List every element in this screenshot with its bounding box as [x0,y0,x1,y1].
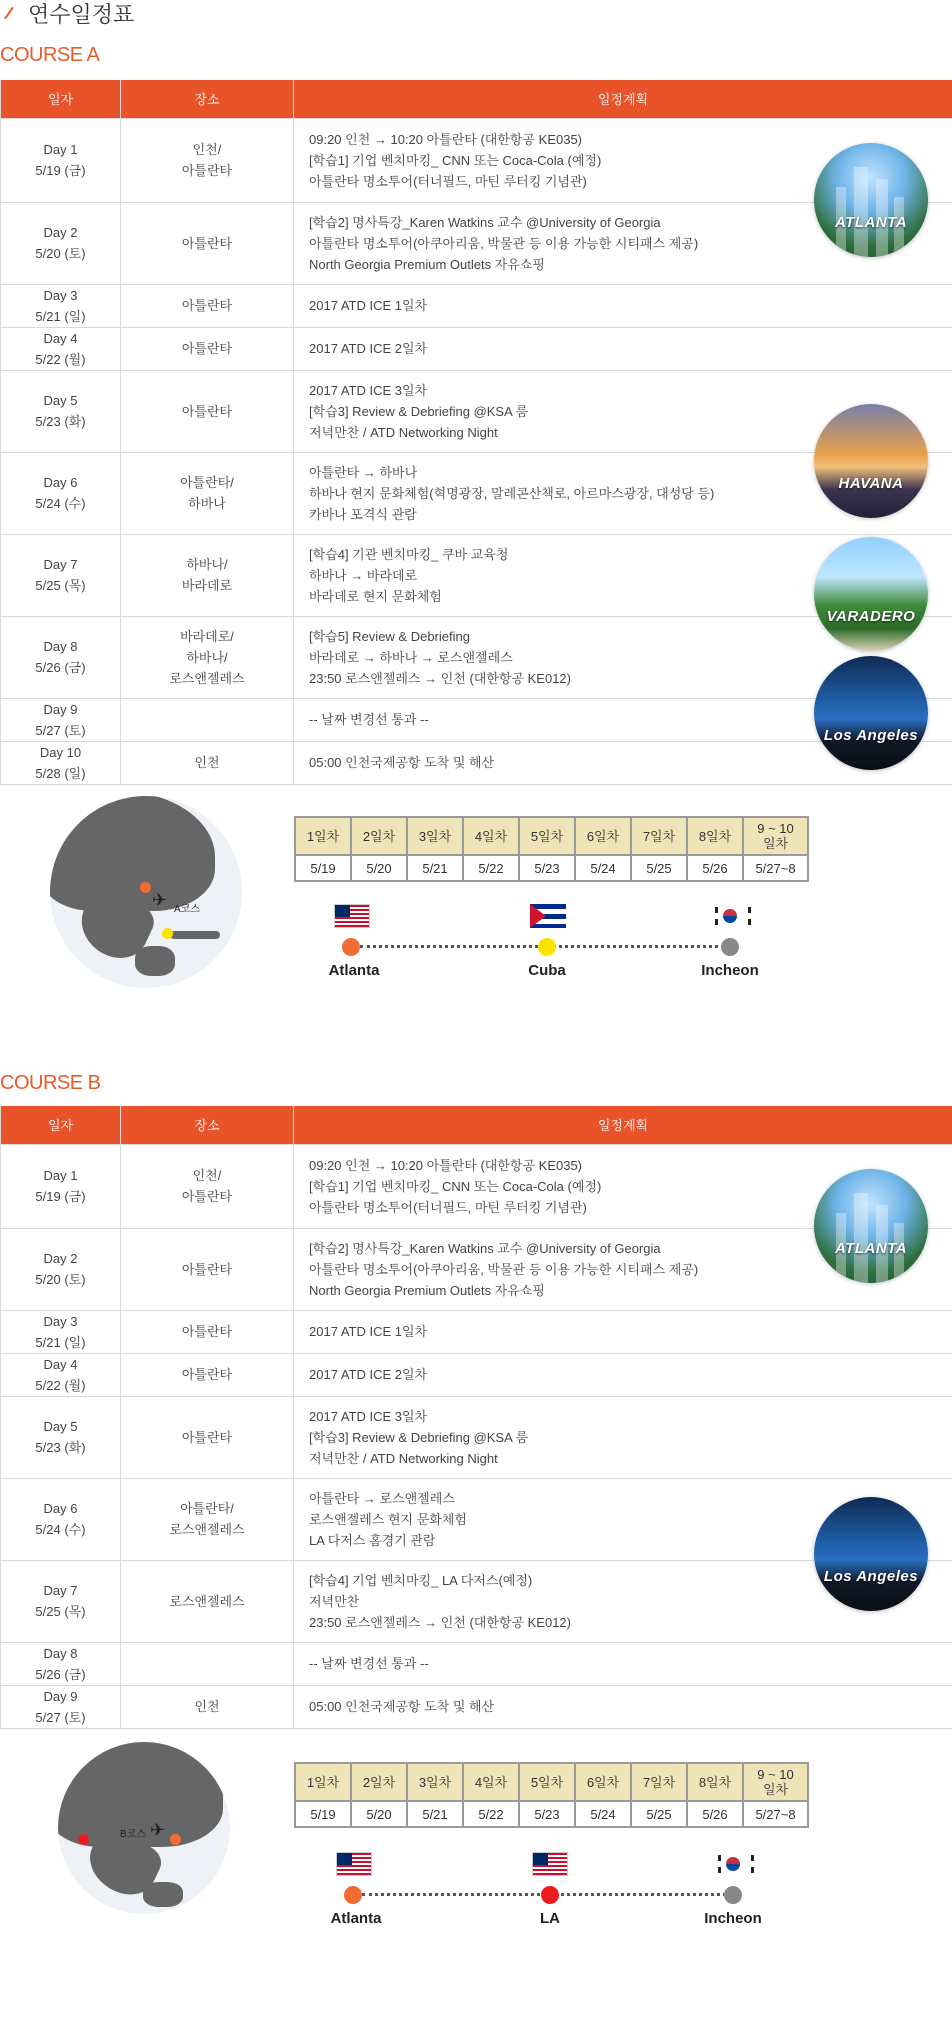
day-number-text: 2일차 [362,1774,396,1790]
header-place: 장소 [121,80,294,118]
schedule-row [1,1685,952,1728]
plan-cell-text: 2017 ATD ICE 2일차 [309,1367,428,1382]
date-text: 5/27~8 [755,860,796,876]
day-number-cell [743,1763,808,1801]
day-number-text: 6일차 [586,828,620,844]
schedule-header-row [1,1106,952,1144]
schedule-row [1,452,952,534]
plan-cell-text: [학습4] 기관 벤치마킹_ 쿠바 교육청 하바나 → 바라데로 바라데로 현지 문화체험 [309,546,509,604]
date-cell [687,855,743,881]
day-number-text: 5일차 [530,1774,564,1790]
schedule-row [1,202,952,284]
date-text: 5/23 [534,1806,560,1822]
los-angeles-photo [814,656,928,770]
day-number-text: 5일차 [530,828,564,844]
day-number-cell [519,1763,575,1801]
varadero-photo [814,537,928,651]
route-label-incheon: Incheon [704,1910,762,1927]
plan-cell-text: [학습2] 명사특강_Karen Watkins 교수 @University of Georgia 아틀란타 명소투어(아쿠아리움, 박물관 등 이용 가능한 시티패스 제공) North Georgia Premium Outlets 자유쇼핑 [309,1240,699,1298]
date-row [295,855,808,881]
plan-cell-text: 2017 ATD ICE 3일차 [학습3] Review & Debriefing @KSA 룸 저녁만찬 / ATD Networking Night [309,1408,529,1466]
schedule-row [1,118,952,202]
course-b-map-label: B코스 [120,1829,146,1840]
day-cell-text: Day 3 5/21 (일) [35,287,86,324]
day-cell-text: Day 3 5/21 (일) [35,1313,86,1350]
plan-cell-text: 2017 ATD ICE 1일차 [309,1324,428,1339]
route-label-cuba: Cuba [528,962,566,979]
day-cell [1,741,121,784]
header-plan: 일정계획 [294,1106,952,1144]
schedule-row [1,1396,952,1478]
day-number-text: 4일차 [474,828,508,844]
day-number-row [295,1763,808,1801]
route-label-la: LA [540,1910,560,1927]
day-cell [1,1478,121,1560]
day-cell-text: Day 5 5/23 (화) [35,1419,86,1455]
day-cell-text: Day 1 5/19 (금) [35,142,86,178]
atlanta-node [344,1886,362,1904]
place-cell-text: 아틀란타 [181,1324,233,1339]
day-cell-text: Day 9 5/27 (토) [35,701,86,738]
day-cell [1,1560,121,1642]
day-number-cell [575,1763,631,1801]
day-cell [1,1144,121,1228]
us-flag-icon [334,904,370,928]
place-cell [121,452,294,534]
plan-cell-text: -- 날짜 변경선 통과 -- [309,712,429,727]
airplane-icon: ✈ [150,1820,166,1840]
day-cell [1,1228,121,1310]
plan-cell-text: 2017 ATD ICE 3일차 [학습3] Review & Debriefing @KSA 룸 저녁만찬 / ATD Networking Night [309,382,529,440]
place-cell-text: 아틀란타 [181,341,233,356]
place-cell [121,284,294,327]
schedule-row [1,1144,952,1228]
day-cell-text: Day 10 5/28 (일) [35,744,86,781]
plan-cell-text: [학습5] Review & Debriefing 바라데로 → 하바나 → 로스앤젤레스 23:50 로스앤젤레스 → 인천 (대한항공 KE012) [309,628,571,686]
date-text: 5/27~8 [755,1806,796,1822]
date-cell [519,1801,575,1827]
day-number-text: 3일차 [418,1774,452,1790]
place-cell [121,327,294,370]
plan-cell-text: 09:20 인천 → 10:20 아틀란타 (대한항공 KE035) [학습1] 기업 벤치마킹_ CNN 또는 Coca-Cola (예정) 아틀란타 명소투어(터너필드, 마틴 루터킹 기념관) [309,131,602,189]
day-number-cell [631,817,687,855]
place-cell [121,698,294,741]
date-text: 5/23 [534,860,560,876]
day-number-text: 8일차 [698,828,732,844]
date-cell [575,855,631,881]
date-cell [743,1801,808,1827]
schedule-row [1,741,952,784]
date-cell [743,855,808,881]
place-cell [121,616,294,698]
header-day: 일자 [1,80,121,118]
day-number-cell [407,1763,463,1801]
day-cell [1,118,121,202]
place-cell-text: 인천/ 아틀란타 [181,1168,233,1204]
plan-cell [294,1353,952,1396]
la-node [541,1886,559,1904]
schedule-row [1,284,952,327]
day-cell-text: Day 2 5/20 (토) [35,1251,86,1287]
day-cell [1,1685,121,1728]
header-plan: 일정계획 [294,80,952,118]
schedule-row [1,1310,952,1353]
plan-cell [294,1310,952,1353]
plan-cell-text: 05:00 인천국제공항 도착 및 해산 [309,755,495,770]
date-cell [295,855,351,881]
plan-cell-text: [학습4] 기업 벤치마킹_ LA 다저스(예정) 저녁만찬 23:50 로스앤젤레스 → 인천 (대한항공 KE012) [309,1572,571,1630]
course-b-route-map [58,1742,230,1914]
los-angeles-photo [814,1497,928,1611]
atlanta-photo [814,143,928,257]
date-cell [351,1801,407,1827]
day-number-row [295,817,808,855]
place-cell-text: 바라데로/ 하바나/ 로스앤젤레스 [169,628,245,686]
plan-cell-text: 아틀란타 → 로스앤젤레스 로스앤젤레스 현지 문화체험 LA 다저스 홈경기 관람 [309,1490,467,1548]
cuba-flag-icon [530,904,566,928]
day-cell [1,284,121,327]
los-angeles-photo-caption: Los Angeles [823,727,919,744]
place-cell [121,1396,294,1478]
place-cell [121,1685,294,1728]
day-cell-text: Day 2 5/20 (토) [35,225,86,261]
place-cell [121,370,294,452]
place-cell-text: 아틀란타 [181,1261,233,1277]
varadero-photo-caption: VARADERO [826,608,916,625]
los-angeles-photo-caption: Los Angeles [823,1568,919,1585]
cuba-node [538,938,556,956]
schedule-row [1,370,952,452]
day-cell [1,327,121,370]
date-cell [351,855,407,881]
day-cell-text: Day 8 5/26 (금) [35,1645,86,1682]
course-a-route [300,904,800,994]
atlanta-photo-caption: ATLANTA [834,1240,908,1257]
plan-cell [294,284,952,327]
place-cell [121,1353,294,1396]
korea-flag-icon [715,1852,751,1876]
day-cell [1,1396,121,1478]
date-cell [631,855,687,881]
date-cell [463,1801,519,1827]
day-cell [1,202,121,284]
date-text: 5/19 [310,1806,336,1822]
day-number-text: 8일차 [698,1774,732,1790]
date-text: 5/25 [646,1806,672,1822]
course-b-route [300,1852,800,1942]
incheon-node [724,1886,742,1904]
plan-cell-text: 05:00 인천국제공항 도착 및 해산 [309,1699,495,1714]
schedule-row [1,1478,952,1560]
day-cell [1,370,121,452]
course-b-schedule-table [0,1106,952,1729]
date-text: 5/24 [590,860,616,876]
date-text: 5/20 [366,860,392,876]
day-number-cell [687,817,743,855]
plan-cell [294,1396,952,1478]
date-text: 5/22 [478,1806,504,1822]
plan-cell-text: -- 날짜 변경선 통과 -- [309,1656,429,1671]
place-cell [121,1310,294,1353]
schedule-row [1,698,952,741]
place-cell [121,1642,294,1685]
place-cell-text: 아틀란타 [181,298,233,313]
place-cell-text: 아틀란타/ 로스앤젤레스 [169,1501,245,1537]
day-cell-text: Day 7 5/25 (목) [35,1583,86,1619]
plan-cell-text: 2017 ATD ICE 2일차 [309,341,428,356]
day-cell-text: Day 6 5/24 (수) [35,475,86,511]
cuba-map-marker [162,928,173,939]
date-cell [631,1801,687,1827]
airplane-icon: ✈ [152,890,168,910]
plan-cell-text: [학습2] 명사특강_Karen Watkins 교수 @University of Georgia 아틀란타 명소투어(아쿠아리움, 박물관 등 이용 가능한 시티패스 제공) North Georgia Premium Outlets 자유쇼핑 [309,214,699,272]
place-cell [121,1144,294,1228]
day-number-cell [407,817,463,855]
day-cell [1,1353,121,1396]
course-a-map-label: A코스 [174,904,200,915]
course-a-title: COURSE A [0,44,100,66]
date-text: 5/20 [366,1806,392,1822]
route-label-incheon: Incheon [701,962,759,979]
atlanta-map-marker [140,882,151,893]
day-number-text: 4일차 [474,1774,508,1790]
day-number-cell [575,817,631,855]
date-text: 5/22 [478,860,504,876]
day-cell-text: Day 4 5/22 (월) [35,1356,86,1393]
date-cell [407,1801,463,1827]
day-cell-text: Day 9 5/27 (토) [35,1688,86,1725]
day-cell-text: Day 8 5/26 (금) [35,639,86,675]
place-cell [121,1478,294,1560]
plan-cell [294,1642,952,1685]
date-text: 5/26 [702,1806,728,1822]
page-header [0,0,134,26]
korea-flag-icon [712,904,748,928]
la-map-marker [78,1834,89,1845]
place-cell [121,118,294,202]
place-cell-text: 하바나/ 바라데로 [181,557,233,593]
day-number-cell [351,817,407,855]
incheon-node [721,938,739,956]
place-cell-text: 아틀란타 [181,235,233,251]
place-cell [121,741,294,784]
atlanta-node [342,938,360,956]
schedule-header-row [1,80,952,118]
day-number-cell [687,1763,743,1801]
day-number-cell [743,817,808,855]
schedule-row [1,1642,952,1685]
day-number-text: 3일차 [418,828,452,844]
day-number-text: 6일차 [586,1774,620,1790]
place-cell [121,202,294,284]
date-text: 5/21 [422,860,448,876]
day-cell [1,698,121,741]
day-number-text: 7일차 [642,1774,676,1790]
place-cell-text: 아틀란타 [181,1429,233,1445]
day-number-text: 1일차 [306,828,340,844]
day-cell-text: Day 5 5/23 (화) [35,393,86,429]
place-cell [121,1560,294,1642]
page-title: 연수일정표 [28,1,135,27]
date-text: 5/25 [646,860,672,876]
header-day: 일자 [1,1106,121,1144]
schedule-row [1,616,952,698]
date-cell [575,1801,631,1827]
plan-cell [294,1685,952,1728]
route-label-atlanta: Atlanta [328,962,380,979]
title-slash-decoration [4,7,14,20]
day-number-text: 9 ~ 10 일차 [757,1767,794,1797]
day-cell [1,534,121,616]
date-cell [295,1801,351,1827]
date-cell [463,855,519,881]
atlanta-photo-caption: ATLANTA [834,214,908,231]
day-number-cell [631,1763,687,1801]
place-cell-text: 아틀란타/ 하바나 [180,475,234,511]
date-text: 5/19 [310,860,336,876]
atlanta-photo [814,1169,928,1283]
day-number-cell [519,817,575,855]
day-number-text: 7일차 [642,828,676,844]
course-a-schedule-table [0,80,952,785]
place-cell-text: 인천/ 아틀란타 [181,142,233,178]
route-label-atlanta: Atlanta [330,1910,382,1927]
date-cell [519,855,575,881]
schedule-row [1,1228,952,1310]
day-cell-text: Day 7 5/25 (목) [35,557,86,593]
date-row [295,1801,808,1827]
course-a-route-map [50,796,242,988]
havana-photo-caption: HAVANA [838,475,904,492]
schedule-row [1,534,952,616]
plan-cell-text: 2017 ATD ICE 1일차 [309,298,428,313]
havana-photo [814,404,928,518]
day-number-text: 2일차 [362,828,396,844]
place-cell-text: 인천 [194,1699,220,1714]
day-number-text: 1일차 [306,1774,340,1790]
day-number-text: 9 ~ 10 일차 [757,821,794,851]
day-cell [1,1310,121,1353]
day-cell-text: Day 1 5/19 (금) [35,1168,86,1204]
plan-cell-text: 아틀란타 → 하바나 하바나 현지 문화체험(혁명광장, 말레콘산책로, 아르마스광장, 대성당 등) 카바나 포격식 관람 [309,464,715,522]
schedule-row [1,1353,952,1396]
header-place: 장소 [121,1106,294,1144]
atlanta-map-marker [170,1834,181,1845]
place-cell [121,1228,294,1310]
date-text: 5/21 [422,1806,448,1822]
plan-cell [294,327,952,370]
schedule-row [1,327,952,370]
course-b-title: COURSE B [0,1072,101,1094]
plan-cell-text: 09:20 인천 → 10:20 아틀란타 (대한항공 KE035) [학습1] 기업 벤치마킹_ CNN 또는 Coca-Cola (예정) 아틀란타 명소투어(터너필드, 마틴 루터킹 기념관) [309,1157,602,1215]
place-cell-text: 아틀란타 [181,403,233,419]
schedule-row [1,1560,952,1642]
day-cell-text: Day 6 5/24 (수) [35,1501,86,1537]
us-flag-icon [532,1852,568,1876]
day-number-cell [463,817,519,855]
place-cell [121,534,294,616]
place-cell-text: 인천 [194,755,220,770]
us-flag-icon [336,1852,372,1876]
date-cell [687,1801,743,1827]
day-cell [1,616,121,698]
place-cell-text: 로스앤젤레스 [169,1593,245,1609]
date-text: 5/26 [702,860,728,876]
day-cell-text: Day 4 5/22 (월) [35,330,86,367]
day-number-cell [295,1763,351,1801]
day-number-cell [463,1763,519,1801]
day-cell [1,452,121,534]
date-cell [407,855,463,881]
course-a-day-table [294,816,809,882]
course-b-day-table [294,1762,809,1828]
day-number-cell [351,1763,407,1801]
place-cell-text: 아틀란타 [181,1367,233,1382]
date-text: 5/24 [590,1806,616,1822]
day-cell [1,1642,121,1685]
day-number-cell [295,817,351,855]
